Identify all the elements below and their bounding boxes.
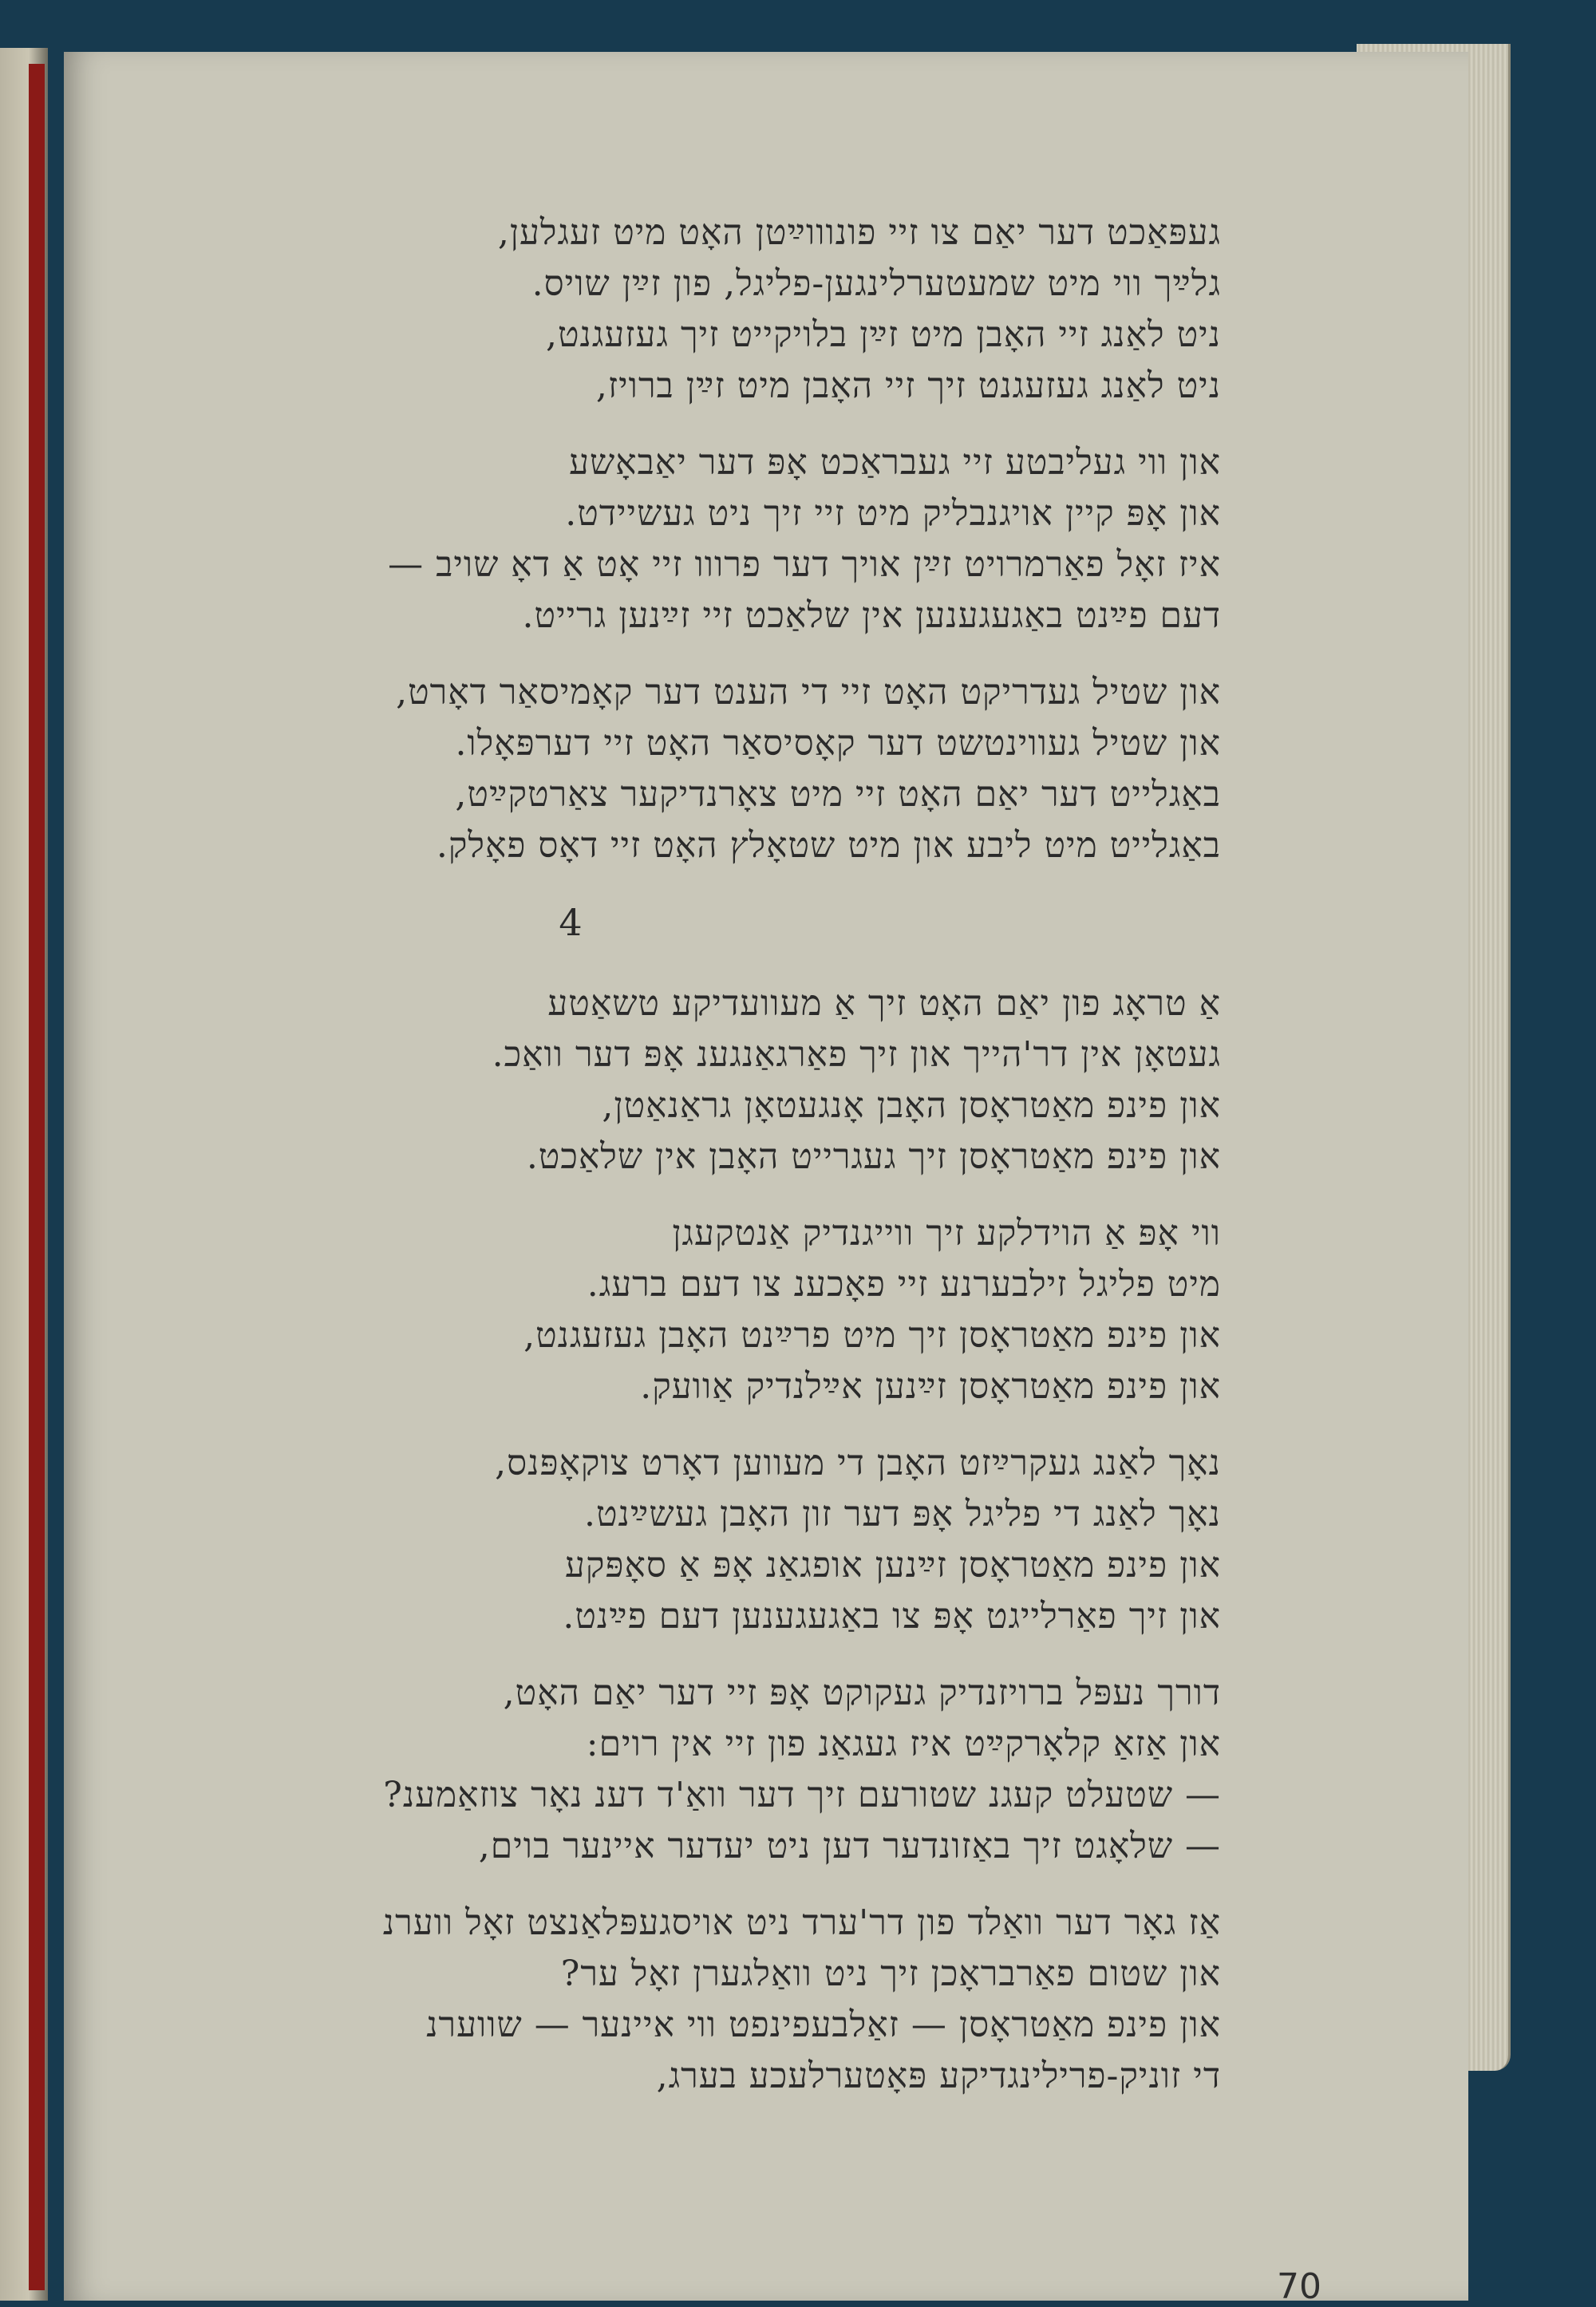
poem-line: און שטיל געווינטשט דער קאָסיסאַר האָט זיי דערפּאָלו. <box>455 723 1221 764</box>
poem-line: אַ טראָג פון יאַם האָט זיך אַ מעוועדיקע טשאַטע <box>547 983 1221 1024</box>
poem-line: און פינפ מאַטראָסן זײַנען אײַלנדיק אַוועק. <box>640 1366 1221 1407</box>
poem-line: דורך נעפּל ברויזנדיק געקוקט אָפּ זיי דער יאַם האָט, <box>503 1673 1221 1713</box>
poem-line: און פינפ מאַטראָסן זײַנען אופגאַנ אָפּ אַ סאָפּקע <box>564 1545 1221 1586</box>
poem-line: און אַזאַ קלאָרקײַט איז געגאַנ פון זיי אין רוים: <box>586 1724 1221 1764</box>
poem-line: און פינפ מאַטראָסן האָבן אָנגעטאָן גראַנאַטן, <box>602 1085 1221 1126</box>
poem-line: און שטיל געדריקט האָט זיי די הענט דער קאָמיסאַר דאָרט, <box>396 672 1221 713</box>
section-number: 4 <box>559 901 583 944</box>
poem-line: גלײַך ווי מיט שמעטערלינגען-פליגל, פון זײַן שויס. <box>531 263 1221 304</box>
poem-line: איז זאָל פאַרמרויט זײַן אויך דער פרווו זיי אָט אַ דאָ שויב — <box>388 544 1221 585</box>
poem-line: ניט לאַנג געזעגנט זיך זיי האָבן מיט זײַן ברויז, <box>595 365 1221 406</box>
page-number: 70 <box>1277 2266 1321 2307</box>
poem-line: די זוניק-פרילינגדיקע פּאָטערלעכע בערג, <box>656 2056 1221 2096</box>
stanza <box>184 978 1221 1183</box>
poem-line: דעם פײַנט באַגעגענען אין שלאַכט זיי זײַנען גרייט. <box>522 595 1221 636</box>
poem-line: אַז גאָר דער וואַלד פון דר'ערד ניט אויסגעפּלאַנצט זאָל ווערנ <box>382 1902 1221 1943</box>
poem-line: געטאָן אין דר'הייך און זיך פאַרגאַנגענ אָפּ דער וואַכ. <box>492 1034 1221 1075</box>
poem-line: און אָפּ קיין אויגנבליק מיט זיי זיך ניט געשיידט. <box>565 493 1221 534</box>
poem-line: געפּאַכט דער יאַם צו זיי פונוווײַטן האָט מיט זעגלען, <box>497 212 1221 253</box>
poem-line: ווי אָפּ אַ הוידלקע זיך ווייגנדיק אַנטקעגן <box>672 1213 1221 1254</box>
poem-line: נאָך לאַנג געקרײַזט האָבן די מעווען דאָרט צוקאָפּנס, <box>495 1443 1221 1483</box>
poem-line: מיט פליגל זילבערנע זיי פאָכענ צו דעם ברעג. <box>587 1264 1221 1305</box>
poem-line: און פינפ מאַטראָסן זיך געגרייט האָבן אין שלאַכט. <box>526 1136 1221 1177</box>
poem-text <box>184 207 1221 2127</box>
poem-line: און זיך פאַרלייגט אָפּ צו באַגעגענען דעם פײַנט. <box>563 1596 1221 1637</box>
stanza <box>184 437 1221 642</box>
stanza <box>184 667 1221 871</box>
poem-line: ניט לאַנג זיי האָבן מיט זײַן בלויקייט זיך געזעגנט, <box>545 314 1221 355</box>
stanza <box>184 1898 1221 2102</box>
stanza <box>184 1438 1221 1642</box>
stanza <box>184 207 1221 412</box>
poem-line: און ווי געליבטע זיי געבראַכט אָפּ דער יאַבאָשע <box>569 442 1221 483</box>
poem-line: — שלאָגט זיך באַזונדער דען ניט יעדער איינער בוים, <box>478 1826 1221 1867</box>
poem-line: — שטעלט קעגנ שטורעם זיך דער וואַ'ד דענ נאָר צוזאַמענ? <box>383 1775 1221 1815</box>
book-page <box>64 52 1468 2307</box>
poem-line: נאָך לאַנג די פליגל אָפּ דער זון האָבן געשײַנט. <box>583 1494 1221 1535</box>
poem-line: און פינפ מאַטראָסן זיך מיט פרײַנט האָבן געזעגנט, <box>523 1315 1221 1356</box>
stanza <box>184 1668 1221 1872</box>
poem-line: באַגלייט דער יאַם האָט זיי מיט צאָרנדיקער צאַרטקײַט, <box>455 774 1221 815</box>
poem-line: און שטום פאַרבראָכן זיך ניט וואַלגערן זאָל ער? <box>560 1953 1221 1994</box>
poem-line: און פינפ מאַטראָסן — זאַלבעפינפט ווי איינער — שווערנ <box>426 2005 1221 2045</box>
book-spine-edge <box>29 64 45 2290</box>
stanza <box>184 1208 1221 1412</box>
poem-line: באַגלייט מיט ליבע און מיט שטאָלץ האָט זיי דאָס פאָלק. <box>436 825 1221 866</box>
